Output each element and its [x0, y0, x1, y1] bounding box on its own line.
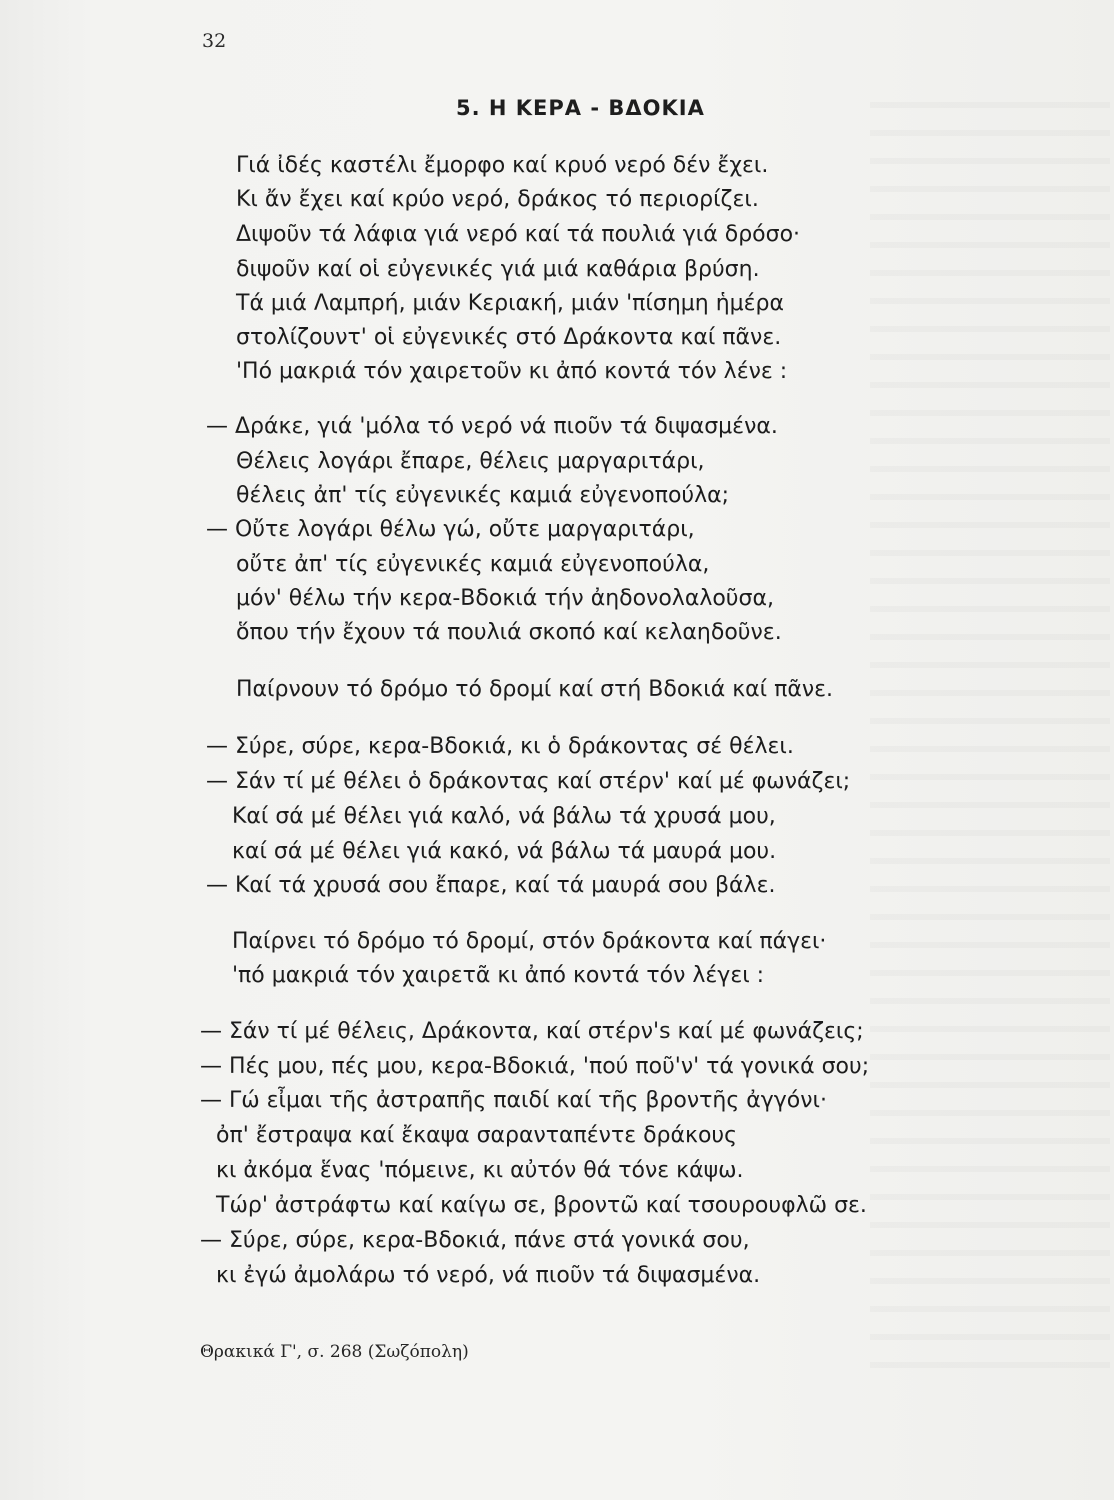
poem-line: — Σύρε, σύρε, κερα-Βδοκιά, κι ὁ δράκοντας σέ θέλει.	[206, 734, 794, 759]
poem-title: 5. Η ΚΕΡΑ - ΒΔΟΚΙΑ	[456, 96, 705, 120]
poem-line: — Καί τά χρυσά σου ἔπαρε, καί τά μαυρά σου βάλε.	[206, 873, 776, 898]
poem-line: στολίζουντ' οἱ εὐγενικές στό Δράκοντα καί πᾶνε.	[236, 325, 782, 350]
poem-line: ὅπου τήν ἔχουν τά πουλιά σκοπό καί κελαηδοῦνε.	[236, 620, 782, 645]
poem-line: Παίρνει τό δρόμο τό δρομί, στόν δράκοντα καί πάγει·	[232, 929, 827, 954]
source-citation: Θρακικά Γ', σ. 268 (Σωζόπολη)	[200, 1342, 469, 1362]
poem-line: μόν' θέλω τήν κερα-Βδοκιά τήν ἀηδονολαλοῦσα,	[236, 586, 774, 611]
poem-line: Διψοῦν τά λάφια γιά νερό καί τά πουλιά γιά δρόσο·	[236, 222, 801, 247]
poem-line: — Γώ εἶμαι τῆς ἀστραπῆς παιδί καί τῆς βροντῆς ἀγγόνι·	[200, 1088, 827, 1113]
poem-line: 'πό μακριά τόν χαιρετᾶ κι ἀπό κοντά τόν λέγει :	[232, 963, 765, 988]
poem-line: κι ἐγώ ἀμολάρω τό νερό, νά πιοῦν τά διψασμένα.	[216, 1263, 761, 1288]
poem-line: — Πές μου, πές μου, κερα-Βδοκιά, 'πού ποῦ'ν' τά γονικά σου;	[200, 1054, 870, 1079]
poem-line: Τώρ' ἀστράφτω καί καίγω σε, βροντῶ καί τσουρουφλῶ σε.	[216, 1193, 867, 1218]
poem-line: Καί σά μέ θέλει γιά καλό, νά βάλω τά χρυσά μου,	[232, 804, 776, 829]
poem-line: 'Πό μακριά τόν χαιρετοῦν κι ἀπό κοντά τόν λένε :	[236, 359, 788, 384]
poem-line: θέλεις ἀπ' τίς εὐγενικές καμιά εὐγενοπούλα;	[236, 483, 730, 508]
poem-line: — Σάν τί μέ θέλεις, Δράκοντα, καί στέρν's καί μέ φωνάζεις;	[200, 1019, 864, 1044]
poem-line: Τά μιά Λαμπρή, μιάν Κεριακή, μιάν 'πίσημη ἡμέρα	[236, 291, 784, 316]
poem-line: Κι ἄν ἔχει καί κρύο νερό, δράκος τό περιορίζει.	[236, 187, 759, 212]
poem-line: — Οὔτε λογάρι θέλω γώ, οὔτε μαργαριτάρι,	[206, 517, 695, 542]
poem-line: Γιά ἰδές καστέλι ἔμορφο καί κρυό νερό δέν ἔχει.	[236, 153, 769, 178]
poem-line: οὔτε ἀπ' τίς εὐγενικές καμιά εὐγενοπούλα,	[236, 552, 710, 577]
page-number: 32	[202, 30, 227, 52]
poem-line: καί σά μέ θέλει γιά κακό, νά βάλω τά μαυρά μου.	[232, 839, 777, 864]
poem-line: — Σάν τί μέ θέλει ὁ δράκοντας καί στέρν' καί μέ φωνάζει;	[206, 769, 851, 794]
poem-line: ὀπ' ἔστραψα καί ἔκαψα σαρανταπέντε δράκους	[216, 1123, 738, 1148]
bleed-through	[870, 80, 1110, 1380]
poem-line: κι ἀκόμα ἕνας 'πόμεινε, κι αὐτόν θά τόνε κάψω.	[216, 1158, 744, 1183]
poem-line: Θέλεις λογάρι ἔπαρε, θέλεις μαργαριτάρι,	[236, 449, 705, 474]
poem-line: — Σύρε, σύρε, κερα-Βδοκιά, πάνε στά γονικά σου,	[200, 1228, 750, 1253]
poem-line: — Δράκε, γιά 'μόλα τό νερό νά πιοῦν τά διψασμένα.	[206, 414, 778, 439]
poem-line: διψοῦν καί οἱ εὐγενικές γιά μιά καθάρια βρύση.	[236, 257, 760, 282]
poem-line: Παίρνουν τό δρόμο τό δρομί καί στή Βδοκιά καί πᾶνε.	[236, 677, 834, 702]
